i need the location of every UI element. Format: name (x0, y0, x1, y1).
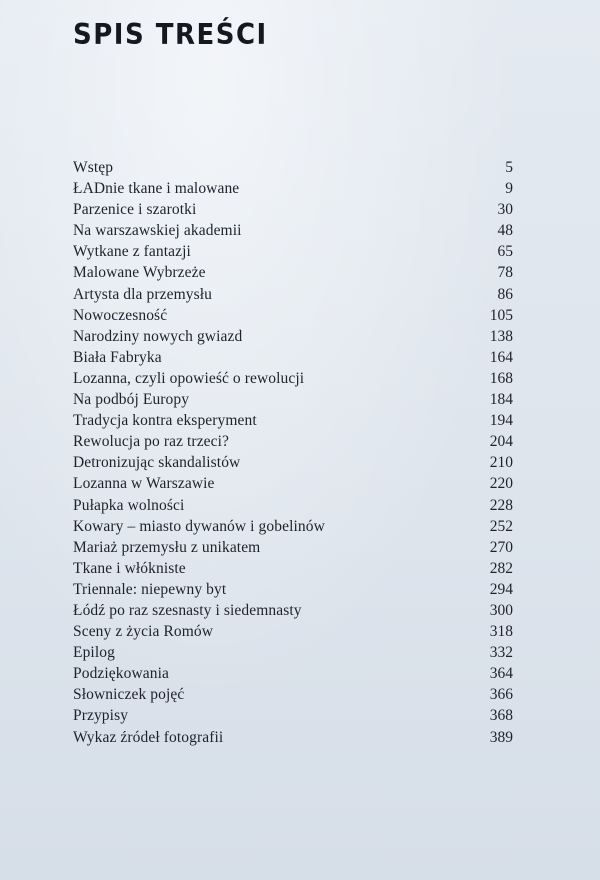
toc-entry-page-number: 48 (497, 222, 513, 240)
toc-entry (73, 262, 513, 283)
toc-entry (73, 727, 513, 748)
toc-entry-title: Rewolucja po raz trzeci? (73, 433, 230, 451)
toc-entry (73, 684, 513, 705)
toc-entry (73, 389, 513, 410)
toc-entry-title: Sceny z życia Romów (73, 623, 214, 641)
toc-entry-title: Biała Fabryka (73, 348, 162, 366)
toc-entry (73, 452, 513, 473)
toc-entry-title: Przypisy (73, 707, 129, 725)
toc-entry (73, 305, 513, 326)
toc-entry-title: Kowary – miasto dywanów i gobelinów (73, 517, 325, 535)
toc-entry (73, 410, 513, 431)
toc-entry-page-number: 220 (489, 475, 513, 493)
toc-entry-page-number: 252 (489, 517, 513, 535)
toc-entry-page-number: 105 (489, 306, 513, 324)
toc-entry-page-number: 318 (489, 623, 513, 641)
toc-entry-title: Na warszawskiej akademii (73, 222, 242, 240)
toc-entry-page-number: 78 (497, 264, 513, 282)
toc-entry-title: Na podbój Europy (73, 391, 190, 409)
toc-entry (73, 368, 513, 389)
toc-entry-title: Artysta dla przemysłu (73, 285, 212, 303)
toc-entry-title: Lozanna, czyli opowieść o rewolucji (73, 369, 305, 387)
toc-entry-page-number: 9 (505, 180, 513, 198)
toc-entry-page-number: 294 (489, 580, 513, 598)
toc-entry (73, 642, 513, 663)
toc-entry-title: Triennale: niepewny byt (73, 580, 227, 598)
toc-entry-title: Słowniczek pojęć (73, 686, 185, 704)
toc-entry-page-number: 86 (497, 285, 513, 303)
toc-entry (73, 705, 513, 726)
toc-entry-page-number: 30 (497, 201, 513, 219)
toc-entry (73, 220, 513, 241)
toc-entry (73, 326, 513, 347)
toc-entry-title: Tradycja kontra eksperyment (73, 412, 257, 430)
toc-entry-page-number: 270 (489, 538, 513, 556)
toc-entry-title: Parzenice i szarotki (73, 201, 197, 219)
toc-entry (73, 600, 513, 621)
toc-entry-page-number: 204 (489, 433, 513, 451)
toc-entry-page-number: 65 (497, 243, 513, 261)
page-title: SPIS TREŚCI (73, 19, 268, 52)
toc-entry-page-number: 368 (489, 707, 513, 725)
toc-entry-title: Tkane i włókniste (73, 559, 186, 577)
toc-entry (73, 157, 513, 178)
toc-entry (73, 495, 513, 516)
toc-entry-page-number: 138 (489, 327, 513, 345)
toc-entry (73, 516, 513, 537)
toc-entry-title: Detronizując skandalistów (73, 454, 241, 472)
toc-entry-page-number: 366 (489, 686, 513, 704)
toc-entry-title: Wstęp (73, 159, 114, 176)
toc-entry (73, 621, 513, 642)
toc-entry-page-number: 5 (505, 159, 513, 176)
toc-entry-page-number: 332 (489, 644, 513, 662)
toc-entry-page-number: 389 (489, 728, 513, 746)
toc-entry-page-number: 364 (489, 665, 513, 683)
toc-entry-page-number: 164 (489, 348, 513, 366)
toc-entry (73, 558, 513, 579)
toc-entry-title: Podziękowania (73, 665, 169, 683)
toc-entry-title: Nowoczesność (73, 306, 168, 324)
toc-entry-page-number: 228 (489, 496, 513, 514)
toc-entry-page-number: 300 (489, 601, 513, 619)
toc-entry-title: Wykaz źródeł fotografii (73, 728, 224, 746)
toc-entry-title: Narodziny nowych gwiazd (73, 327, 243, 345)
toc-entry-title: Lozanna w Warszawie (73, 475, 215, 493)
toc-entry-page-number: 184 (489, 391, 513, 409)
toc-entry-title: Wytkane z fantazji (73, 243, 191, 261)
toc-entry (73, 199, 513, 220)
toc-entry (73, 663, 513, 684)
toc-entry (73, 178, 513, 199)
toc-entry (73, 431, 513, 452)
toc-entry-page-number: 194 (489, 412, 513, 430)
toc-entry (73, 579, 513, 600)
toc-entry-page-number: 168 (489, 369, 513, 387)
toc-entry-page-number: 282 (489, 559, 513, 577)
toc-entry (73, 284, 513, 305)
toc-entry (73, 537, 513, 558)
toc-entry-title: Mariaż przemysłu z unikatem (73, 538, 261, 556)
toc-entry-title: Malowane Wybrzeże (73, 264, 206, 282)
table-of-contents (73, 157, 513, 748)
toc-entry-title: Epilog (73, 644, 115, 662)
toc-entry-title: Łódź po raz szesnasty i siedemnasty (73, 601, 302, 619)
toc-entry-title: Pułapka wolności (73, 496, 185, 514)
toc-entry (73, 473, 513, 494)
toc-entry (73, 241, 513, 262)
toc-entry-page-number: 210 (489, 454, 513, 472)
toc-entry (73, 347, 513, 368)
toc-entry-title: ŁADnie tkane i malowane (73, 180, 240, 198)
